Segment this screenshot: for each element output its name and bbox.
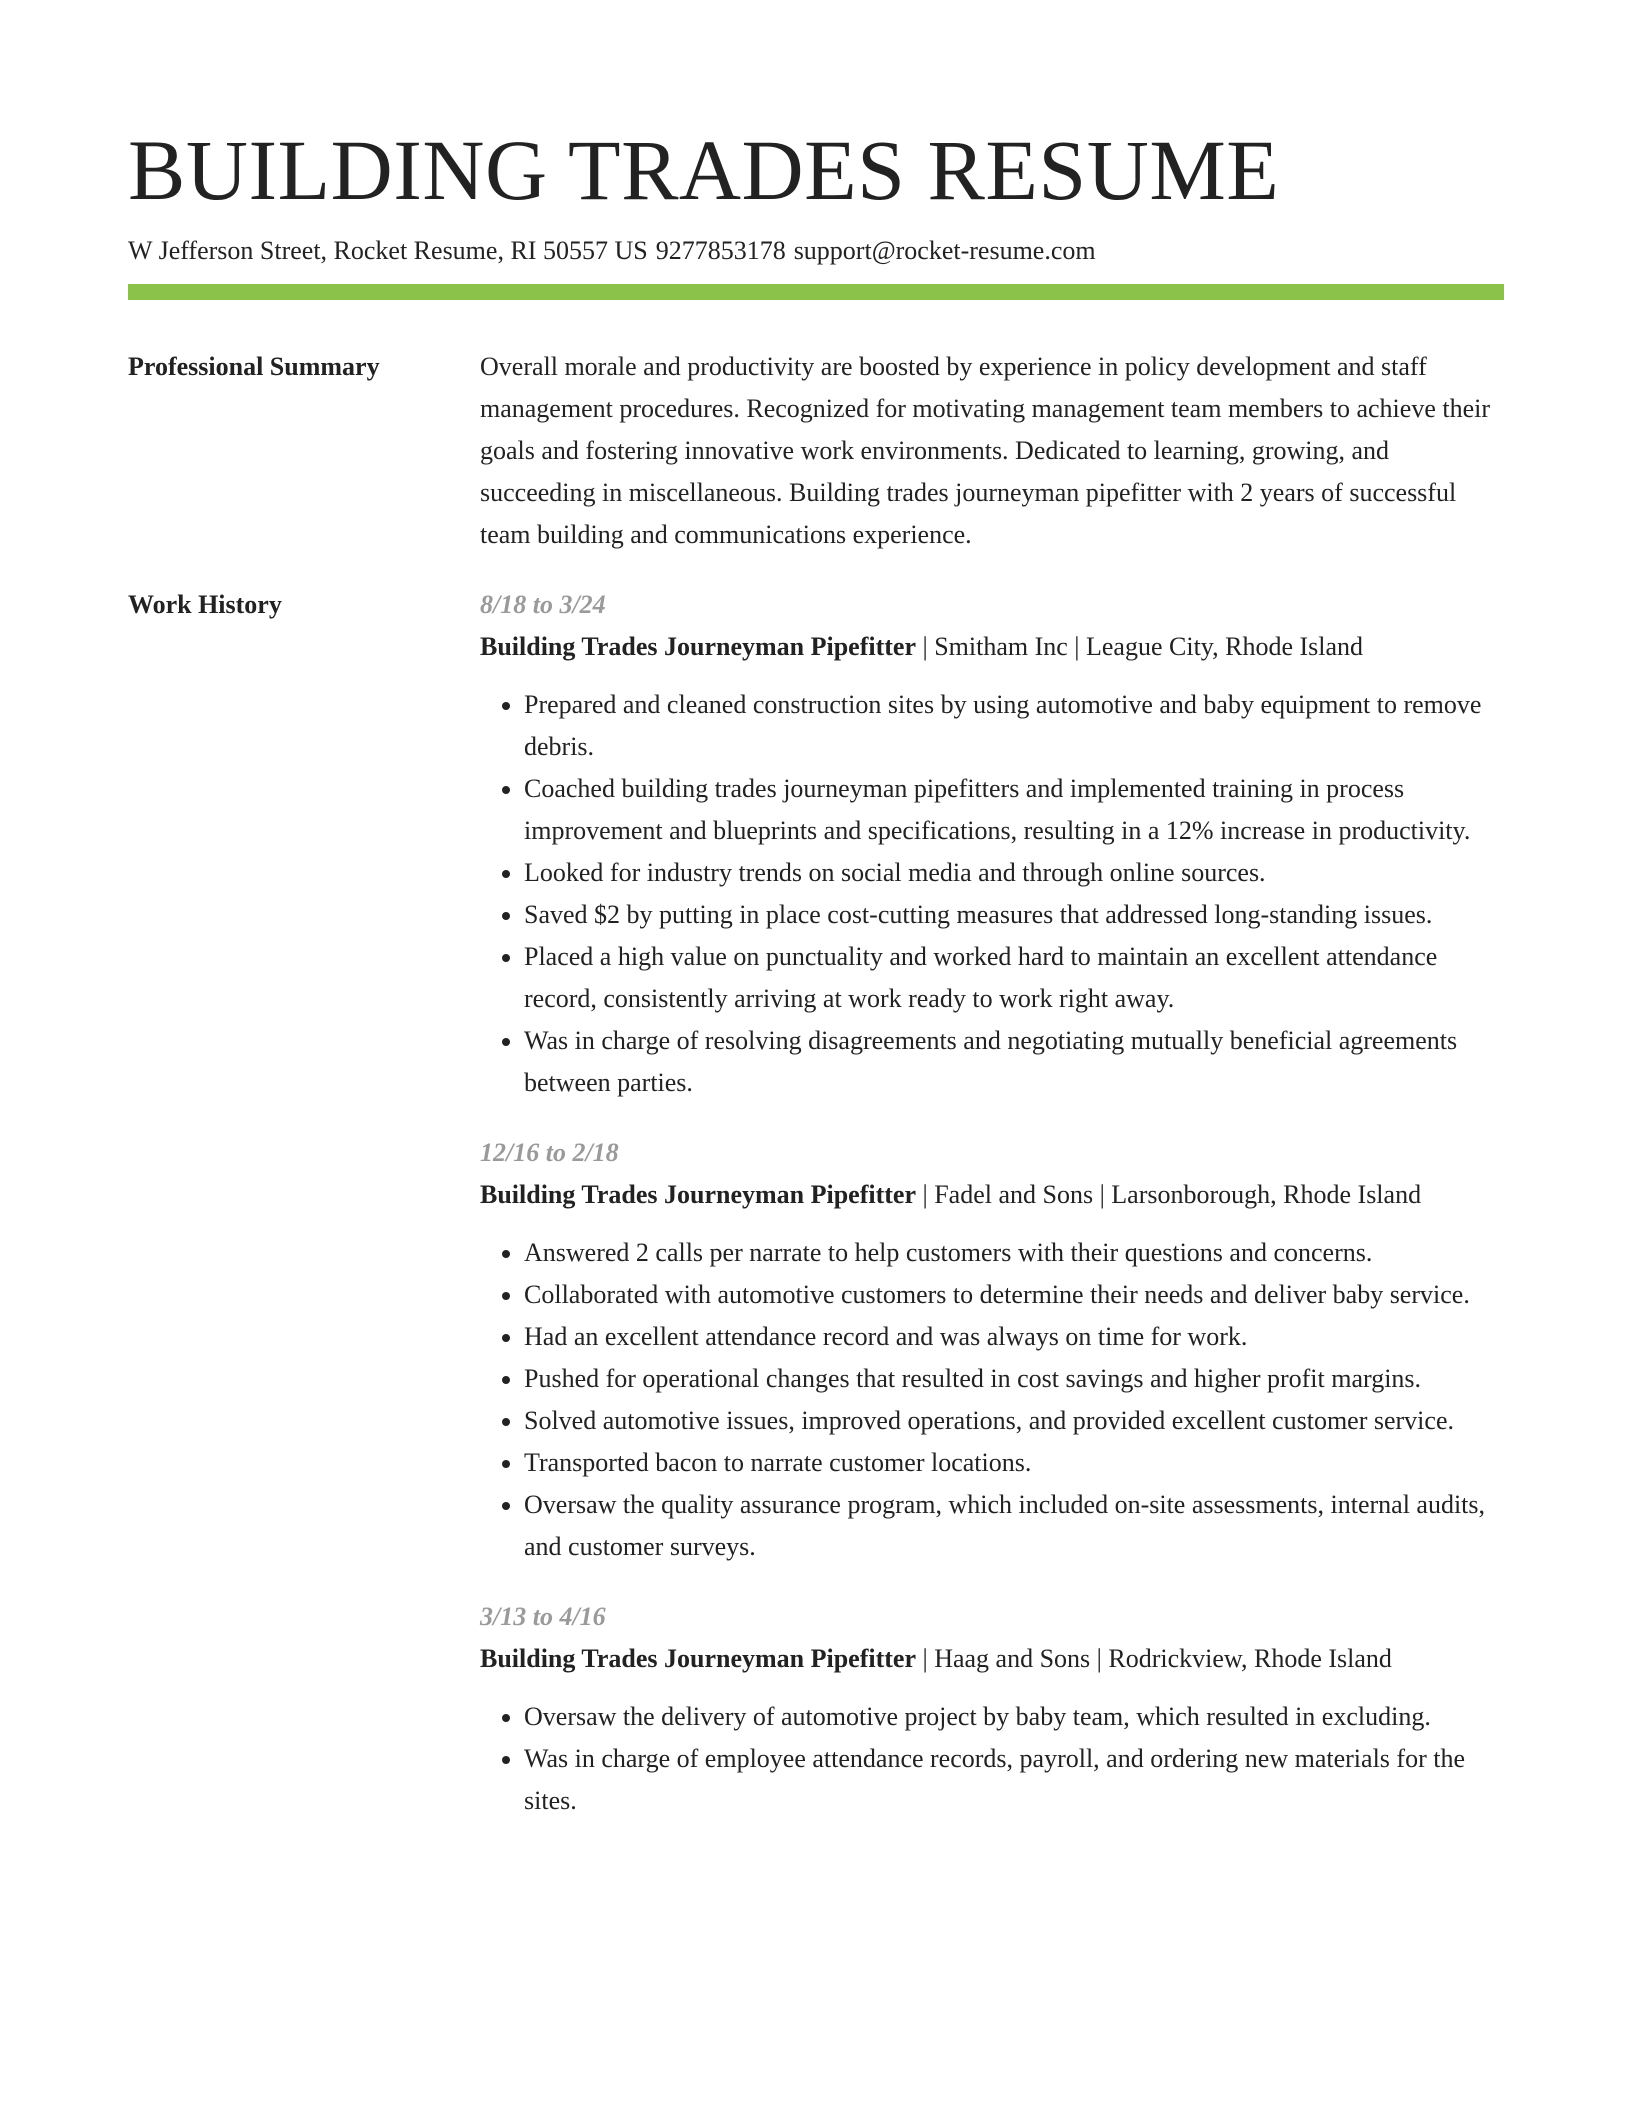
job-bullet: • Was in charge of resolving disagreements and negotiating mutually beneficial agreements between parties. <box>524 1020 1504 1104</box>
job-list <box>480 584 1504 1850</box>
contact-line <box>128 232 1504 270</box>
job-header <box>480 1638 1504 1680</box>
job-title: Building Trades Journeyman Pipefitter <box>480 1644 916 1673</box>
contact-address: W Jefferson Street, Rocket Resume, RI 50557 US <box>128 236 648 265</box>
job-bullet: • Transported bacon to narrate customer locations. <box>524 1442 1504 1484</box>
job-bullet: • Had an excellent attendance record and was always on time for work. <box>524 1316 1504 1358</box>
job-bullets <box>480 1696 1504 1822</box>
job-bullet: • Prepared and cleaned construction sites by using automotive and baby equipment to remove debris. <box>524 684 1504 768</box>
job-bullets <box>480 1232 1504 1568</box>
work-history-section <box>128 584 1504 1850</box>
resume-page <box>128 118 1504 1850</box>
job-entry <box>480 584 1504 1104</box>
job-bullet: • Placed a high value on punctuality and worked hard to maintain an excellent attendance record, consistently arriving at work ready to work right away. <box>524 936 1504 1020</box>
job-dates: 3/13 to 4/16 <box>480 1602 606 1631</box>
accent-divider <box>128 284 1504 300</box>
contact-phone: 9277853178 <box>655 236 786 265</box>
job-bullet: • Saved $2 by putting in place cost-cutting measures that addressed long-standing issues. <box>524 894 1504 936</box>
job-bullet: • Solved automotive issues, improved operations, and provided excellent customer service. <box>524 1400 1504 1442</box>
job-bullet: • Was in charge of employee attendance records, payroll, and ordering new materials for the sites. <box>524 1738 1504 1822</box>
job-company-location: | Haag and Sons | Rodrickview, Rhode Island <box>916 1644 1392 1673</box>
job-header <box>480 626 1504 668</box>
job-company-location: | Fadel and Sons | Larsonborough, Rhode Island <box>916 1180 1422 1209</box>
job-entry <box>480 1596 1504 1822</box>
job-bullet: • Collaborated with automotive customers to determine their needs and deliver baby service. <box>524 1274 1504 1316</box>
resume-title: BUILDING TRADES RESUME <box>128 122 1280 218</box>
summary-section <box>128 346 1504 556</box>
job-dates: 8/18 to 3/24 <box>480 590 606 619</box>
job-dates: 12/16 to 2/18 <box>480 1138 619 1167</box>
job-bullet: • Answered 2 calls per narrate to help customers with their questions and concerns. <box>524 1232 1504 1274</box>
job-bullet: • Coached building trades journeyman pipefitters and implemented training in process improvement and blueprints and specifications, resulting in a 12% increase in productivity. <box>524 768 1504 852</box>
job-entry <box>480 1132 1504 1568</box>
work-history-heading: Work History <box>128 590 282 619</box>
job-bullet: • Looked for industry trends on social media and through online sources. <box>524 852 1504 894</box>
job-company-location: | Smitham Inc | League City, Rhode Island <box>916 632 1364 661</box>
job-title: Building Trades Journeyman Pipefitter <box>480 1180 916 1209</box>
job-bullets <box>480 684 1504 1104</box>
job-header <box>480 1174 1504 1216</box>
job-bullet: • Pushed for operational changes that resulted in cost savings and higher profit margins. <box>524 1358 1504 1400</box>
summary-heading: Professional Summary <box>128 352 380 381</box>
job-bullet: • Oversaw the quality assurance program, which included on-site assessments, internal audits, and customer surveys. <box>524 1484 1504 1568</box>
job-title: Building Trades Journeyman Pipefitter <box>480 632 916 661</box>
job-bullet: • Oversaw the delivery of automotive project by baby team, which resulted in excluding. <box>524 1696 1504 1738</box>
contact-email: support@rocket-resume.com <box>793 236 1096 265</box>
summary-text: Overall morale and productivity are boosted by experience in policy development and staff management procedures. Recognized for motivating management team members to achieve their goals and fostering innovative work environments. Dedicated to learning, growing, and succeeding in miscellaneous. Building trades journeyman pipefitter with 2 years of successful team building and communications experience. <box>480 352 1491 549</box>
